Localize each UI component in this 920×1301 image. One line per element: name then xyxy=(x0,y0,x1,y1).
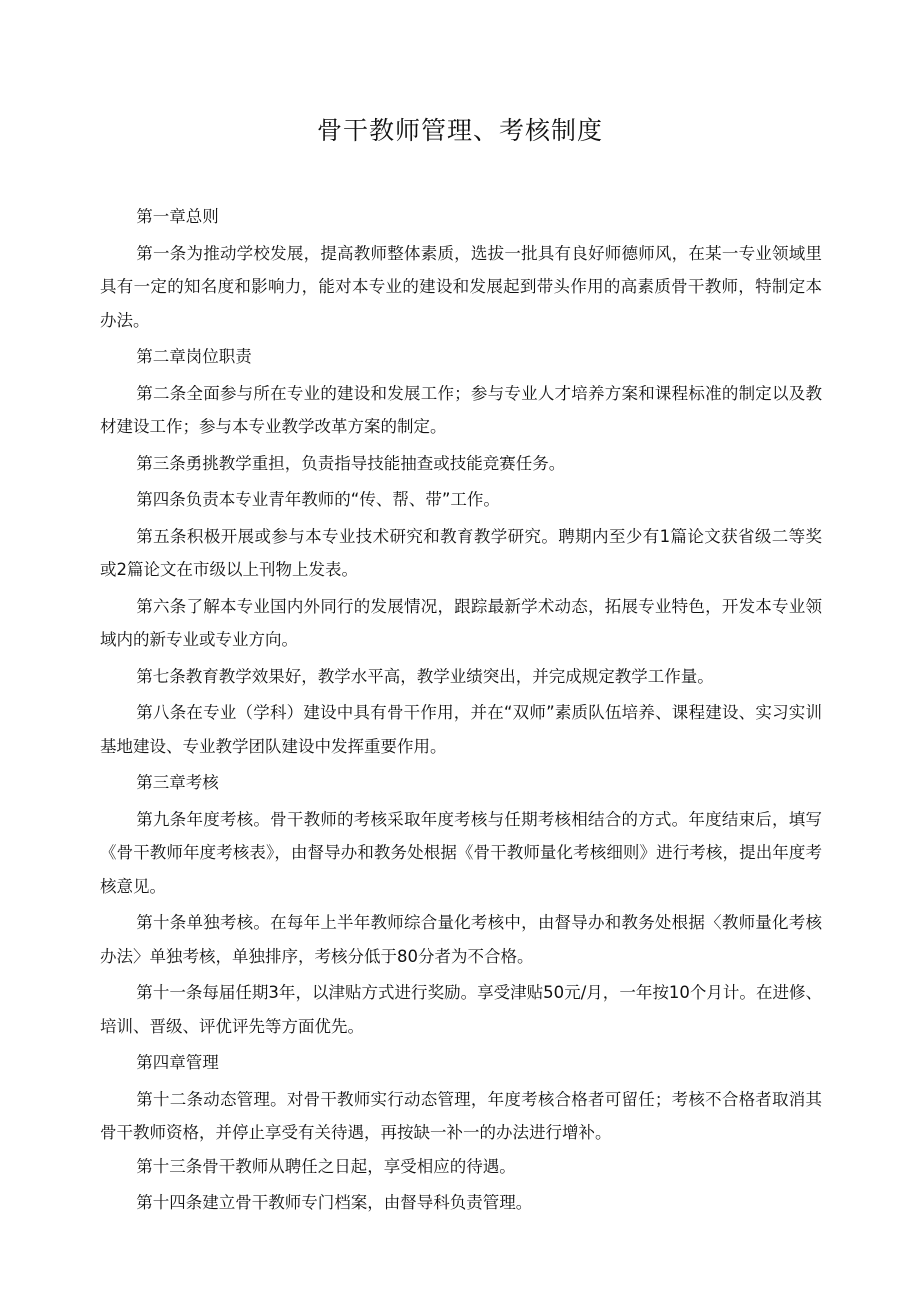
article-4: 第四条负责本专业青年教师的“传、帮、带”工作。 xyxy=(136,490,500,509)
chapter-heading-2: 第二章岗位职责 xyxy=(136,347,252,366)
article-3: 第三条勇挑教学重担，负责指导技能抽查或技能竞赛任务。 xyxy=(136,453,566,473)
article-11: 第十一条每届任期3年，以津贴方式进行奖励。享受津贴50元/月，一年按10个月计。在进修、培训、晋级、评优评先等方面优先。 xyxy=(100,983,822,1036)
document-title: 骨干教师管理、考核制度 xyxy=(316,116,603,145)
article-12: 第十二条动态管理。对骨干教师实行动态管理，年度考核合格者可留任；考核不合格者取消其骨干教师资格，并停止享受有关待遇，再按缺一补一的办法进行增补。 xyxy=(100,1089,822,1142)
document-body xyxy=(100,200,822,1223)
chapter-heading-1: 第一章总则 xyxy=(136,207,219,226)
article-13: 第十三条骨干教师从聘任之日起，享受相应的待遇。 xyxy=(136,1156,516,1176)
article-9: 第九条年度考核。骨干教师的考核采取年度考核与任期考核相结合的方式。年度结束后，填写《骨干教师年度考核表》，由督导办和教务处根据《骨干教师量化考核细则》进行考核，提出年度考核意见。 xyxy=(100,809,822,896)
chapter-heading-4: 第四章管理 xyxy=(136,1053,219,1072)
article-14: 第十四条建立骨干教师专门档案，由督导科负责管理。 xyxy=(136,1193,533,1212)
chapter-heading-3: 第三章考核 xyxy=(136,773,219,792)
article-1: 第一条为推动学校发展，提高教师整体素质，选拔一批具有良好师德师风，在某一专业领域里具有一定的知名度和影响力，能对本专业的建设和发展起到带头作用的高素质骨干教师，特制定本办法。 xyxy=(100,243,822,330)
article-8: 第八条在专业（学科）建设中具有骨干作用，并在“双师”素质队伍培养、课程建设、实习实训基地建设、专业教学团队建设中发挥重要作用。 xyxy=(100,703,822,756)
article-6: 第六条了解本专业国内外同行的发展情况，跟踪最新学术动态，拓展专业特色，开发本专业领域内的新专业或专业方向。 xyxy=(100,596,822,649)
article-7: 第七条教育教学效果好，教学水平高，教学业绩突出，并完成规定教学工作量。 xyxy=(136,666,714,686)
article-5: 第五条积极开展或参与本专业技术研究和教育教学研究。聘期内至少有1篇论文获省级二等奖或2篇论文在市级以上刊物上发表。 xyxy=(100,526,822,579)
article-2: 第二条全面参与所在专业的建设和发展工作；参与专业人才培养方案和课程标准的制定以及教材建设工作；参与本专业教学改革方案的制定。 xyxy=(100,383,822,436)
article-10: 第十条单独考核。在每年上半年教师综合量化考核中，由督导办和教务处根据〈教师量化考核办法〉单独考核，单独排序，考核分低于80分者为不合格。 xyxy=(100,913,822,966)
